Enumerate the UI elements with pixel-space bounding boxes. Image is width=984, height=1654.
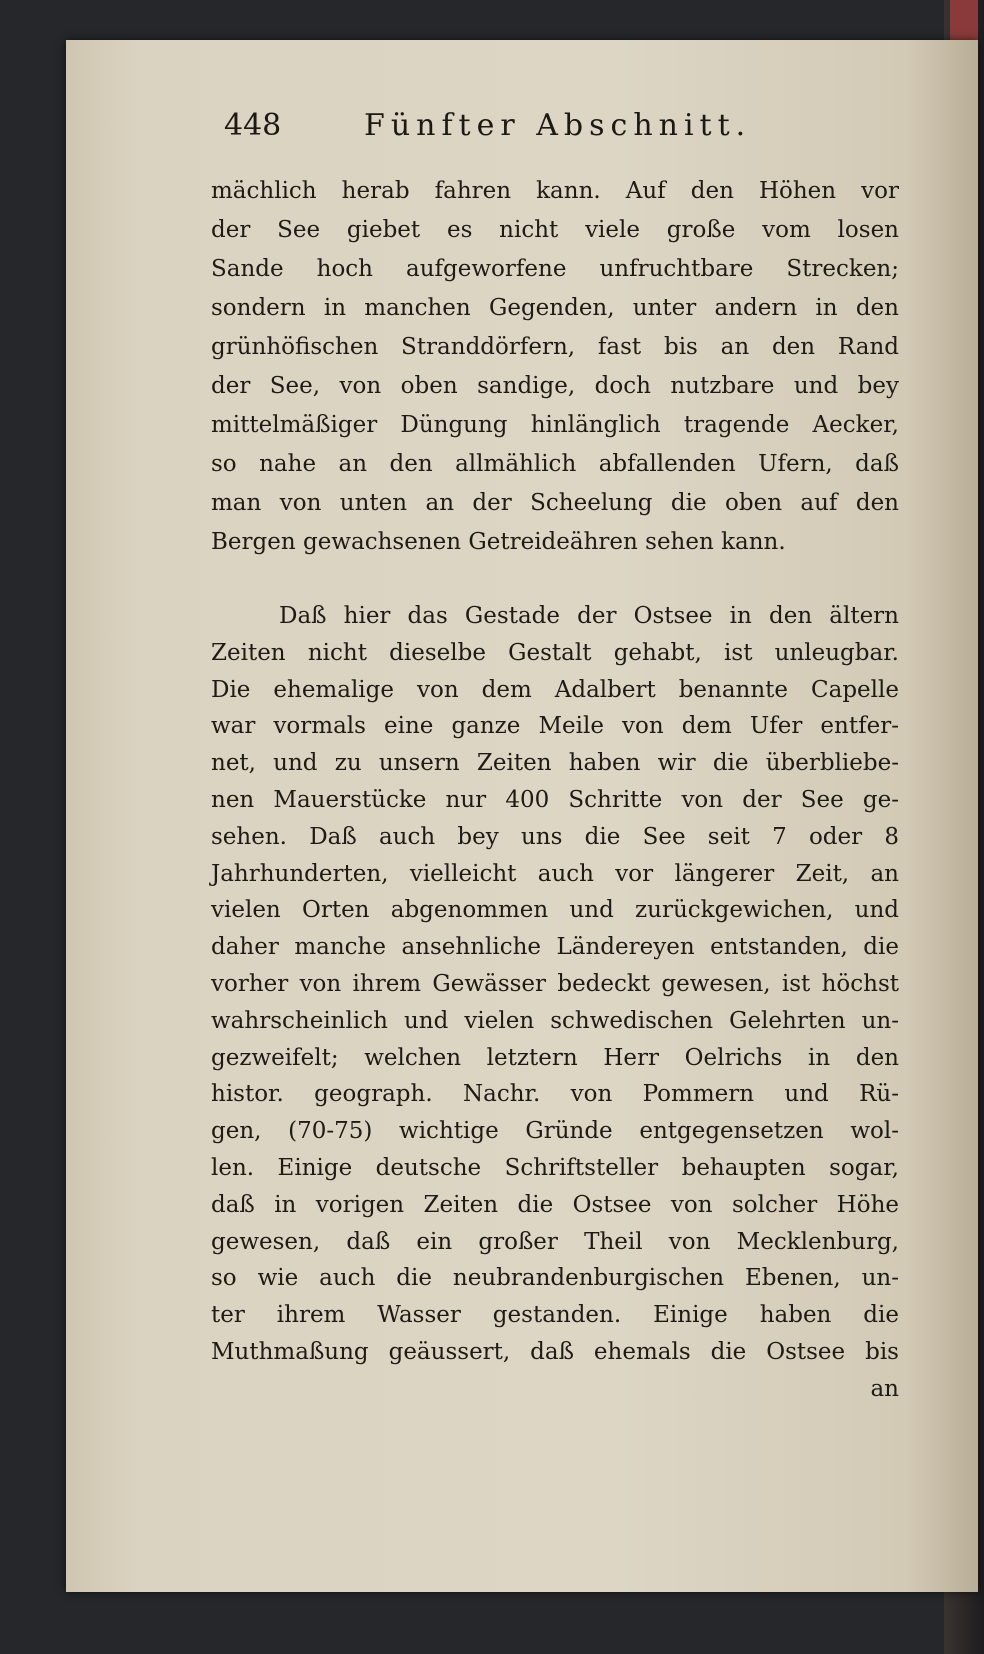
text-line: wahrscheinlich und vielen schwedischen Gelehrten un- <box>211 1007 899 1034</box>
paragraph-2 <box>211 598 899 1408</box>
text-line: Die ehemalige von dem Adalbert benannte Capelle <box>211 676 899 703</box>
text-line: Jahrhunderten, vielleicht auch vor längerer Zeit, an <box>211 860 899 887</box>
text-line: gezweifelt; welchen letztern Herr Oelrichs in den <box>211 1044 899 1071</box>
running-header <box>224 108 864 152</box>
text-line: gewesen, daß ein großer Theil von Mecklenburg, <box>211 1228 899 1255</box>
bookmark-ribbon <box>950 0 978 40</box>
text-line: Daß hier das Gestade der Ostsee in den ältern <box>279 603 899 629</box>
text-line: mittelmäßiger Düngung hinlänglich tragende Aecker, <box>211 412 899 438</box>
text-line: histor. geograph. Nachr. von Pommern und Rü- <box>211 1081 899 1108</box>
section-title: Fünfter Abschnitt. <box>364 108 752 143</box>
text-line: grünhöfischen Stranddörfern, fast bis an den Rand <box>211 334 899 360</box>
text-line: Sande hoch aufgeworfene unfruchtbare Strecken; <box>211 256 899 282</box>
text-line: vielen Orten abgenommen und zurückgewichen, und <box>211 897 899 924</box>
text-line: der See, von oben sandige, doch nutzbare und bey <box>211 373 899 399</box>
text-line: sehen. Daß auch bey uns die See seit 7 oder 8 <box>211 823 899 850</box>
paragraph-1 <box>211 172 899 562</box>
text-line: war vormals eine ganze Meile von dem Ufer entfer- <box>211 713 899 740</box>
text-line: so nahe an den allmählich abfallenden Ufern, daß <box>211 451 899 477</box>
text-line: gen, (70-75) wichtige Gründe entgegensetzen wol- <box>211 1118 899 1145</box>
text-line: net, und zu unsern Zeiten haben wir die überbliebe- <box>211 750 899 777</box>
text-line: Zeiten nicht dieselbe Gestalt gehabt, ist unleugbar. <box>211 639 899 666</box>
text-line: nen Mauerstücke nur 400 Schritte von der See ge- <box>211 786 899 813</box>
text-line: Muthmaßung geäussert, daß ehemals die Ostsee bis <box>211 1338 899 1365</box>
text-line: so wie auch die neubrandenburgischen Ebenen, un- <box>211 1265 899 1292</box>
text-line: daß in vorigen Zeiten die Ostsee von solcher Höhe <box>211 1191 899 1218</box>
text-line: der See giebet es nicht viele große vom losen <box>211 217 899 243</box>
text-line: sondern in manchen Gegenden, unter andern in den <box>211 295 899 321</box>
text-line: mächlich herab fahren kann. Auf den Höhen vor <box>211 178 899 204</box>
text-line: Bergen gewachsenen Getreideähren sehen kann. <box>211 529 786 555</box>
catchword: an <box>870 1375 899 1402</box>
text-line: daher manche ansehnliche Ländereyen entstanden, die <box>211 934 899 961</box>
text-line: man von unten an der Scheelung die oben auf den <box>211 490 899 516</box>
text-line: vorher von ihrem Gewässer bedeckt gewesen, ist höchst <box>211 970 899 997</box>
page-number: 448 <box>224 108 282 143</box>
text-line: len. Einige deutsche Schriftsteller behaupten sogar, <box>211 1154 899 1181</box>
text-line: ter ihrem Wasser gestanden. Einige haben die <box>211 1302 899 1329</box>
